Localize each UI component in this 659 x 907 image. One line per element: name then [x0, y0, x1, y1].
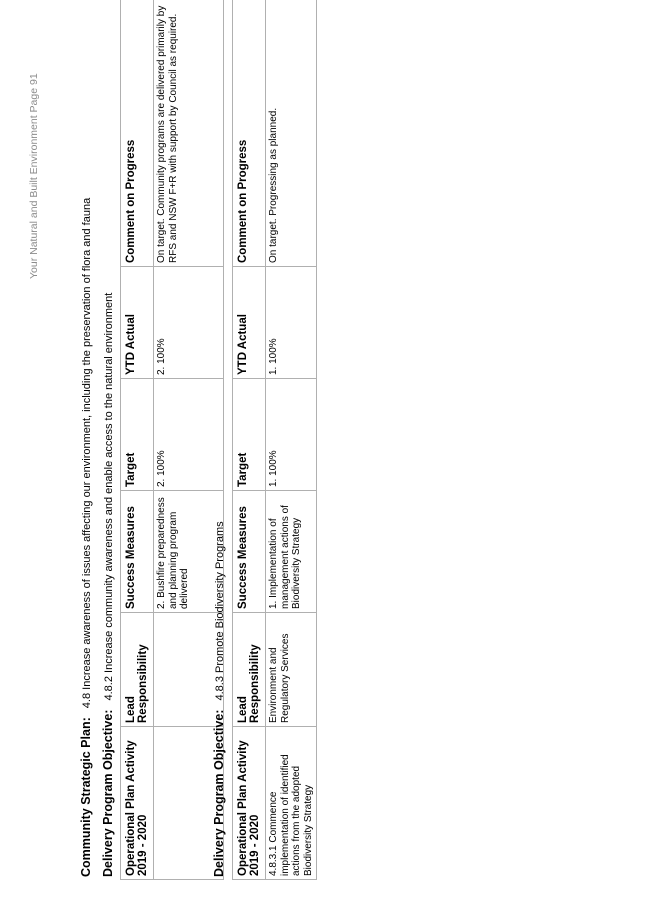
- table-row: [266, 0, 317, 880]
- col-lead: Lead Responsibility: [233, 613, 266, 727]
- activity-table-1: [120, 0, 224, 880]
- community-strategic-plan: [79, 198, 93, 877]
- col-target: Target: [233, 379, 266, 491]
- col-target: Target: [121, 379, 154, 491]
- objective-label: Delivery Program Objective:: [212, 709, 226, 877]
- delivery-objective-1: [101, 293, 115, 877]
- table-header-row: [233, 0, 266, 880]
- cell-comment: On target. Community programs are delivered primarily by RFS and NSW F+R with support by Council as required.: [154, 0, 224, 267]
- cell-ytd: 1. 100%: [266, 267, 317, 379]
- cell-ytd: 2. 100%: [154, 267, 224, 379]
- col-comment: Comment on Progress: [233, 0, 266, 267]
- cell-target: 1. 100%: [266, 379, 317, 491]
- col-comment: Comment on Progress: [121, 0, 154, 267]
- col-measures: Success Measures: [233, 491, 266, 613]
- page-footer: Your Natural and Built Environment Page 91: [28, 73, 40, 279]
- col-measures: Success Measures: [121, 491, 154, 613]
- col-ytd: YTD Actual: [233, 267, 266, 379]
- objective-label: Delivery Program Objective:: [101, 709, 115, 877]
- cell-target: 2. 100%: [154, 379, 224, 491]
- col-ytd: YTD Actual: [121, 267, 154, 379]
- activity-table-2: [232, 0, 317, 880]
- cell-activity: 4.8.3.1 Commence implementation of identified actions from the adopted Biodiversity Strategy: [266, 727, 317, 880]
- col-activity: Operational Plan Activity 2019 - 2020: [233, 727, 266, 880]
- col-activity: Operational Plan Activity 2019 - 2020: [121, 727, 154, 880]
- table-header-row: [121, 0, 154, 880]
- cell-measure: 1. Implementation of management actions of Biodiversity Strategy: [266, 491, 317, 613]
- objective-value: 4.8.3 Promote Biodiversity Programs: [214, 521, 226, 701]
- col-lead: Lead Responsibility: [121, 613, 154, 727]
- csp-value: 4.8 Increase awareness of issues affecting our environment, including the preservation of flora and fauna: [81, 197, 93, 709]
- csp-label: Community Strategic Plan:: [79, 717, 93, 877]
- objective-value: 4.8.2 Increase community awareness and enable access to the natural environment: [103, 292, 115, 701]
- cell-measure: 2. Bushfire preparedness and planning program delivered: [154, 491, 224, 613]
- cell-lead: Environment and Regulatory Services: [266, 613, 317, 727]
- delivery-objective-2: [212, 521, 226, 877]
- cell-comment: On target. Progressing as planned.: [266, 0, 317, 267]
